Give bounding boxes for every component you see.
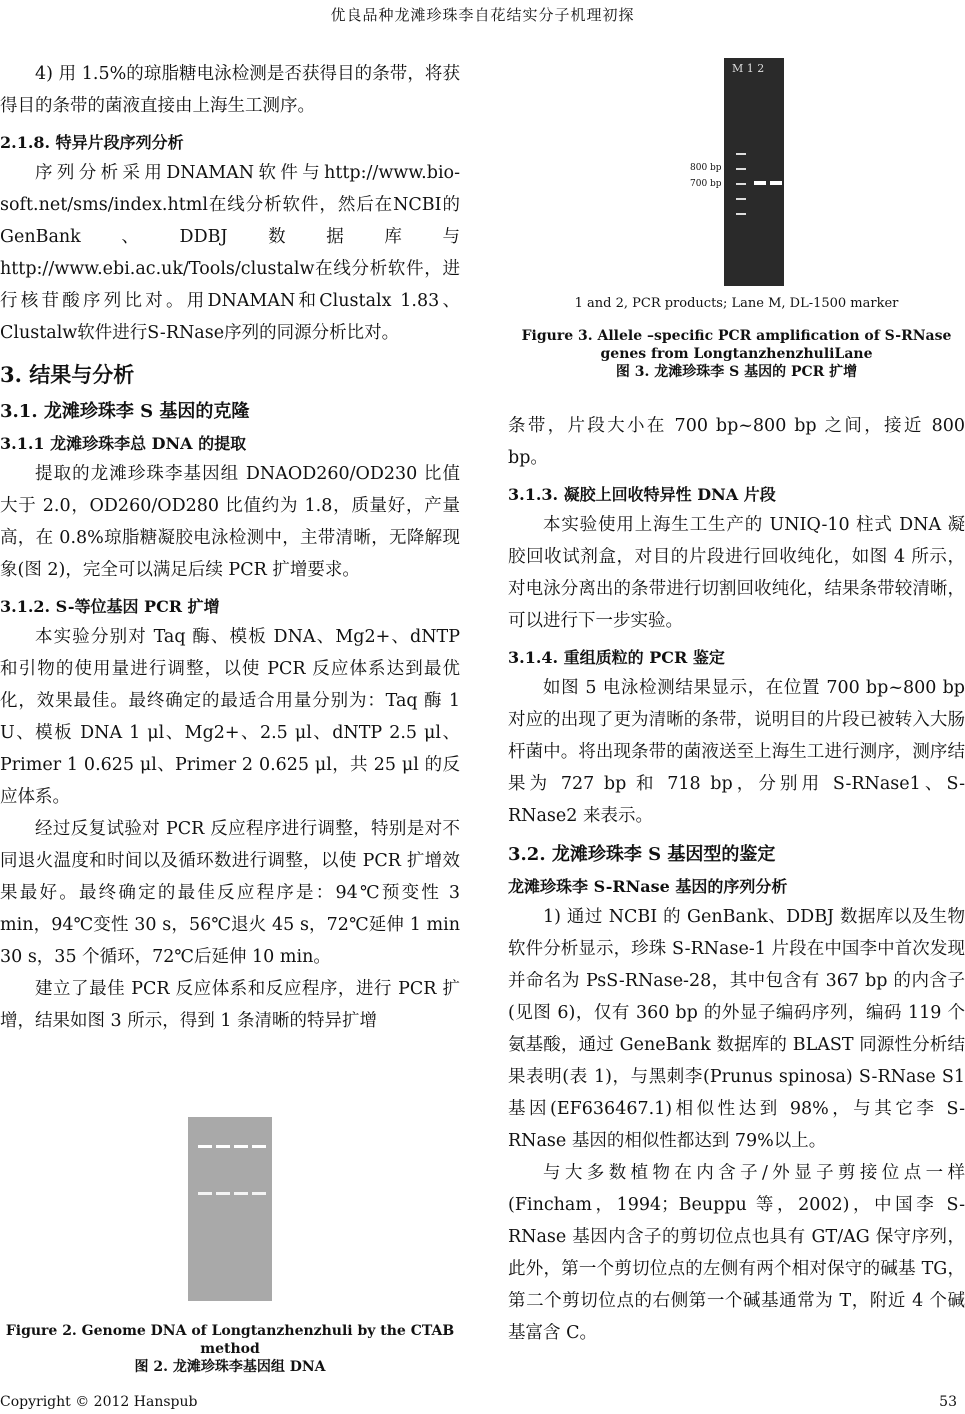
paragraph: 如图 5 电泳检测结果显示，在位置 700 bp~800 bp 对应的出现了更为清晰的条带，说明目的片段已被转入大肠杆菌中。将出现条带的菌液送至上海生工进行测序，测序结果为 727 bp 和 718 bp，分别用 S-RNase1、S-RNase2 来表示。	[508, 678, 965, 826]
left-column	[0, 58, 460, 1037]
paragraph: 本实验使用上海生工生产的 UNIQ-10 柱式 DNA 凝胶回收试剂盒，对目的片段进行回收纯化，如图 4 所示，对电泳分离出的条带进行切割回收纯化，结果条带较清晰，可以进行下一步实验。	[508, 515, 965, 631]
paragraph: 1) 通过 NCBI 的 GenBank、DDBJ 数据库以及生物软件分析显示，珍珠 S-RNase-1 片段在中国李中首次发现并命名为 PsS-RNase-28，其中包含有 367 bp 的内含子(见图 6)，仅有 360 bp 的外显子编码序列，编码 119 个氨基酸，通过 GeneBank 数据库的 BLAST 同源性分析结果表明(表 1)，与黑刺李(Prunus spinosa) S-RNase S1 基因(EF636467.1)相似性达到 98%，与其它李 S-RNase 基因的相似性都达到 79%以上。	[508, 907, 965, 1151]
section-heading: 3. 结果与分析	[0, 362, 135, 387]
section-heading: 龙滩珍珠李 S-RNase 基因的序列分析	[508, 877, 788, 896]
band	[252, 1145, 266, 1148]
section-heading: 3.1.1 龙滩珍珠李总 DNA 的提取	[0, 434, 247, 453]
band	[198, 1145, 212, 1148]
right-column	[508, 410, 965, 1349]
marker-label: 700 bp	[690, 179, 722, 189]
marker-band	[736, 213, 746, 215]
band	[216, 1145, 230, 1148]
gel-bands	[188, 1117, 272, 1301]
paragraph: 与大多数植物在内含子/外显子剪接位点一样(Fincham，1994；Beuppu 等，2002)，中国李 S-RNase 基因内含子的剪切位点也具有 GT/AG 保守序列，此外，第一个剪切位点的左侧有两个相对保守的碱基 TG，第二个剪切位点的右侧第一个碱基通常为 T，附近 4 个碱基富含 C。	[508, 1163, 965, 1343]
section-heading: 3.1.3. 凝胶上回收特异性 DNA 片段	[508, 485, 776, 504]
section-heading: 2.1.8. 特异片段序列分析	[0, 133, 184, 152]
caption-cn: 图 2. 龙滩珍珠李基因组 DNA	[134, 1359, 326, 1375]
paragraph: 条带，片段大小在 700 bp~800 bp 之间，接近 800 bp。	[508, 416, 965, 468]
figure-3-gel-image	[724, 58, 784, 286]
section-heading: 3.2. 龙滩珍珠李 S 基因型的鉴定	[508, 844, 776, 865]
section-heading: 3.1. 龙滩珍珠李 S 基因的克隆	[0, 401, 250, 422]
running-header: 优良品种龙滩珍珠李自花结实分子机理初探	[330, 6, 635, 24]
paragraph: 建立了最佳 PCR 反应体系和反应程序，进行 PCR 扩增，结果如图 3 所示，得到 1 条清晰的特异扩增	[0, 979, 460, 1031]
section-heading: 3.1.2. S-等位基因 PCR 扩增	[0, 597, 220, 616]
band	[216, 1192, 230, 1195]
marker-band	[736, 198, 746, 200]
gel-bands	[724, 58, 784, 286]
paragraph: 序列分析采用DNAMAN软件与http://www.bio-soft.net/sms/index.html在线分析软件，然后在NCBI的GenBank、DDBJ数据库与http://www.ebi.ac.uk/Tools/clustalw在线分析软件，进行核苷酸序列比对。用DNAMAN和Clustalx 1.83、Clustalw软件进行S-RNase序列的同源分析比对。	[0, 163, 460, 343]
marker-label: 800 bp	[690, 163, 722, 173]
section-heading: 3.1.4. 重组质粒的 PCR 鉴定	[508, 648, 725, 667]
figure-2-gel-image	[188, 1117, 272, 1301]
paragraph: 经过反复试验对 PCR 反应程序进行调整，特别是对不同退火温度和时间以及循环数进行调整，以使 PCR 扩增效果最好。最终确定的最佳反应程序是：94℃预变性 3 min，94℃变性 30 s，56℃退火 45 s，72℃延伸 1 min 30 s，35 个循环，72℃后延伸 10 min。	[0, 819, 460, 967]
caption-en: Figure 3. Allele –specific PCR amplification of S-RNase genes from LongtanzhenzhuliLane	[521, 328, 952, 362]
figure-2-caption	[0, 1322, 460, 1376]
paragraph: 本实验分别对 Taq 酶、模板 DNA、Mg2+、dNTP 和引物的使用量进行调整，以使 PCR 反应体系达到最优化，效果最佳。最终确定的最适合用量分别为：Taq 酶 1 U、模板 DNA 1 μl、Mg2+、2.5 μl、dNTP 2.5 μl、Primer 1 0.625 μl、Primer 2 0.625 μl，共 25 μl 的反应体系。	[0, 627, 460, 807]
band	[234, 1192, 248, 1195]
marker-band	[736, 168, 746, 170]
pcr-band	[770, 181, 782, 185]
pcr-band	[754, 181, 766, 185]
caption-cn: 图 3. 龙滩珍珠李 S 基因的 PCR 扩增	[615, 364, 858, 380]
band	[234, 1145, 248, 1148]
figure-3-caption	[508, 296, 965, 381]
band	[252, 1192, 266, 1195]
lane-legend: 1 and 2, PCR products; Lane M, DL-1500 marker	[574, 296, 899, 311]
lane-labels: M 1 2	[732, 62, 765, 75]
band	[198, 1192, 212, 1195]
paragraph: 4) 用 1.5%的琼脂糖电泳检测是否获得目的条带，将获得目的条带的菌液直接由上海生工测序。	[0, 64, 460, 116]
marker-band	[736, 153, 746, 155]
paragraph: 提取的龙滩珍珠李基因组 DNAOD260/OD230 比值大于 2.0，OD260/OD280 比值约为 1.8，质量好，产量高，在 0.8%琼脂糖凝胶电泳检测中，主带清晰，无降解现象(图 2)，完全可以满足后续 PCR 扩增要求。	[0, 464, 460, 580]
caption-en: Figure 2. Genome DNA of Longtanzhenzhuli by the CTAB method	[5, 1323, 455, 1357]
page-number: 53	[939, 1394, 957, 1410]
marker-band	[736, 183, 746, 185]
copyright: Copyright © 2012 Hanspub	[0, 1394, 198, 1410]
